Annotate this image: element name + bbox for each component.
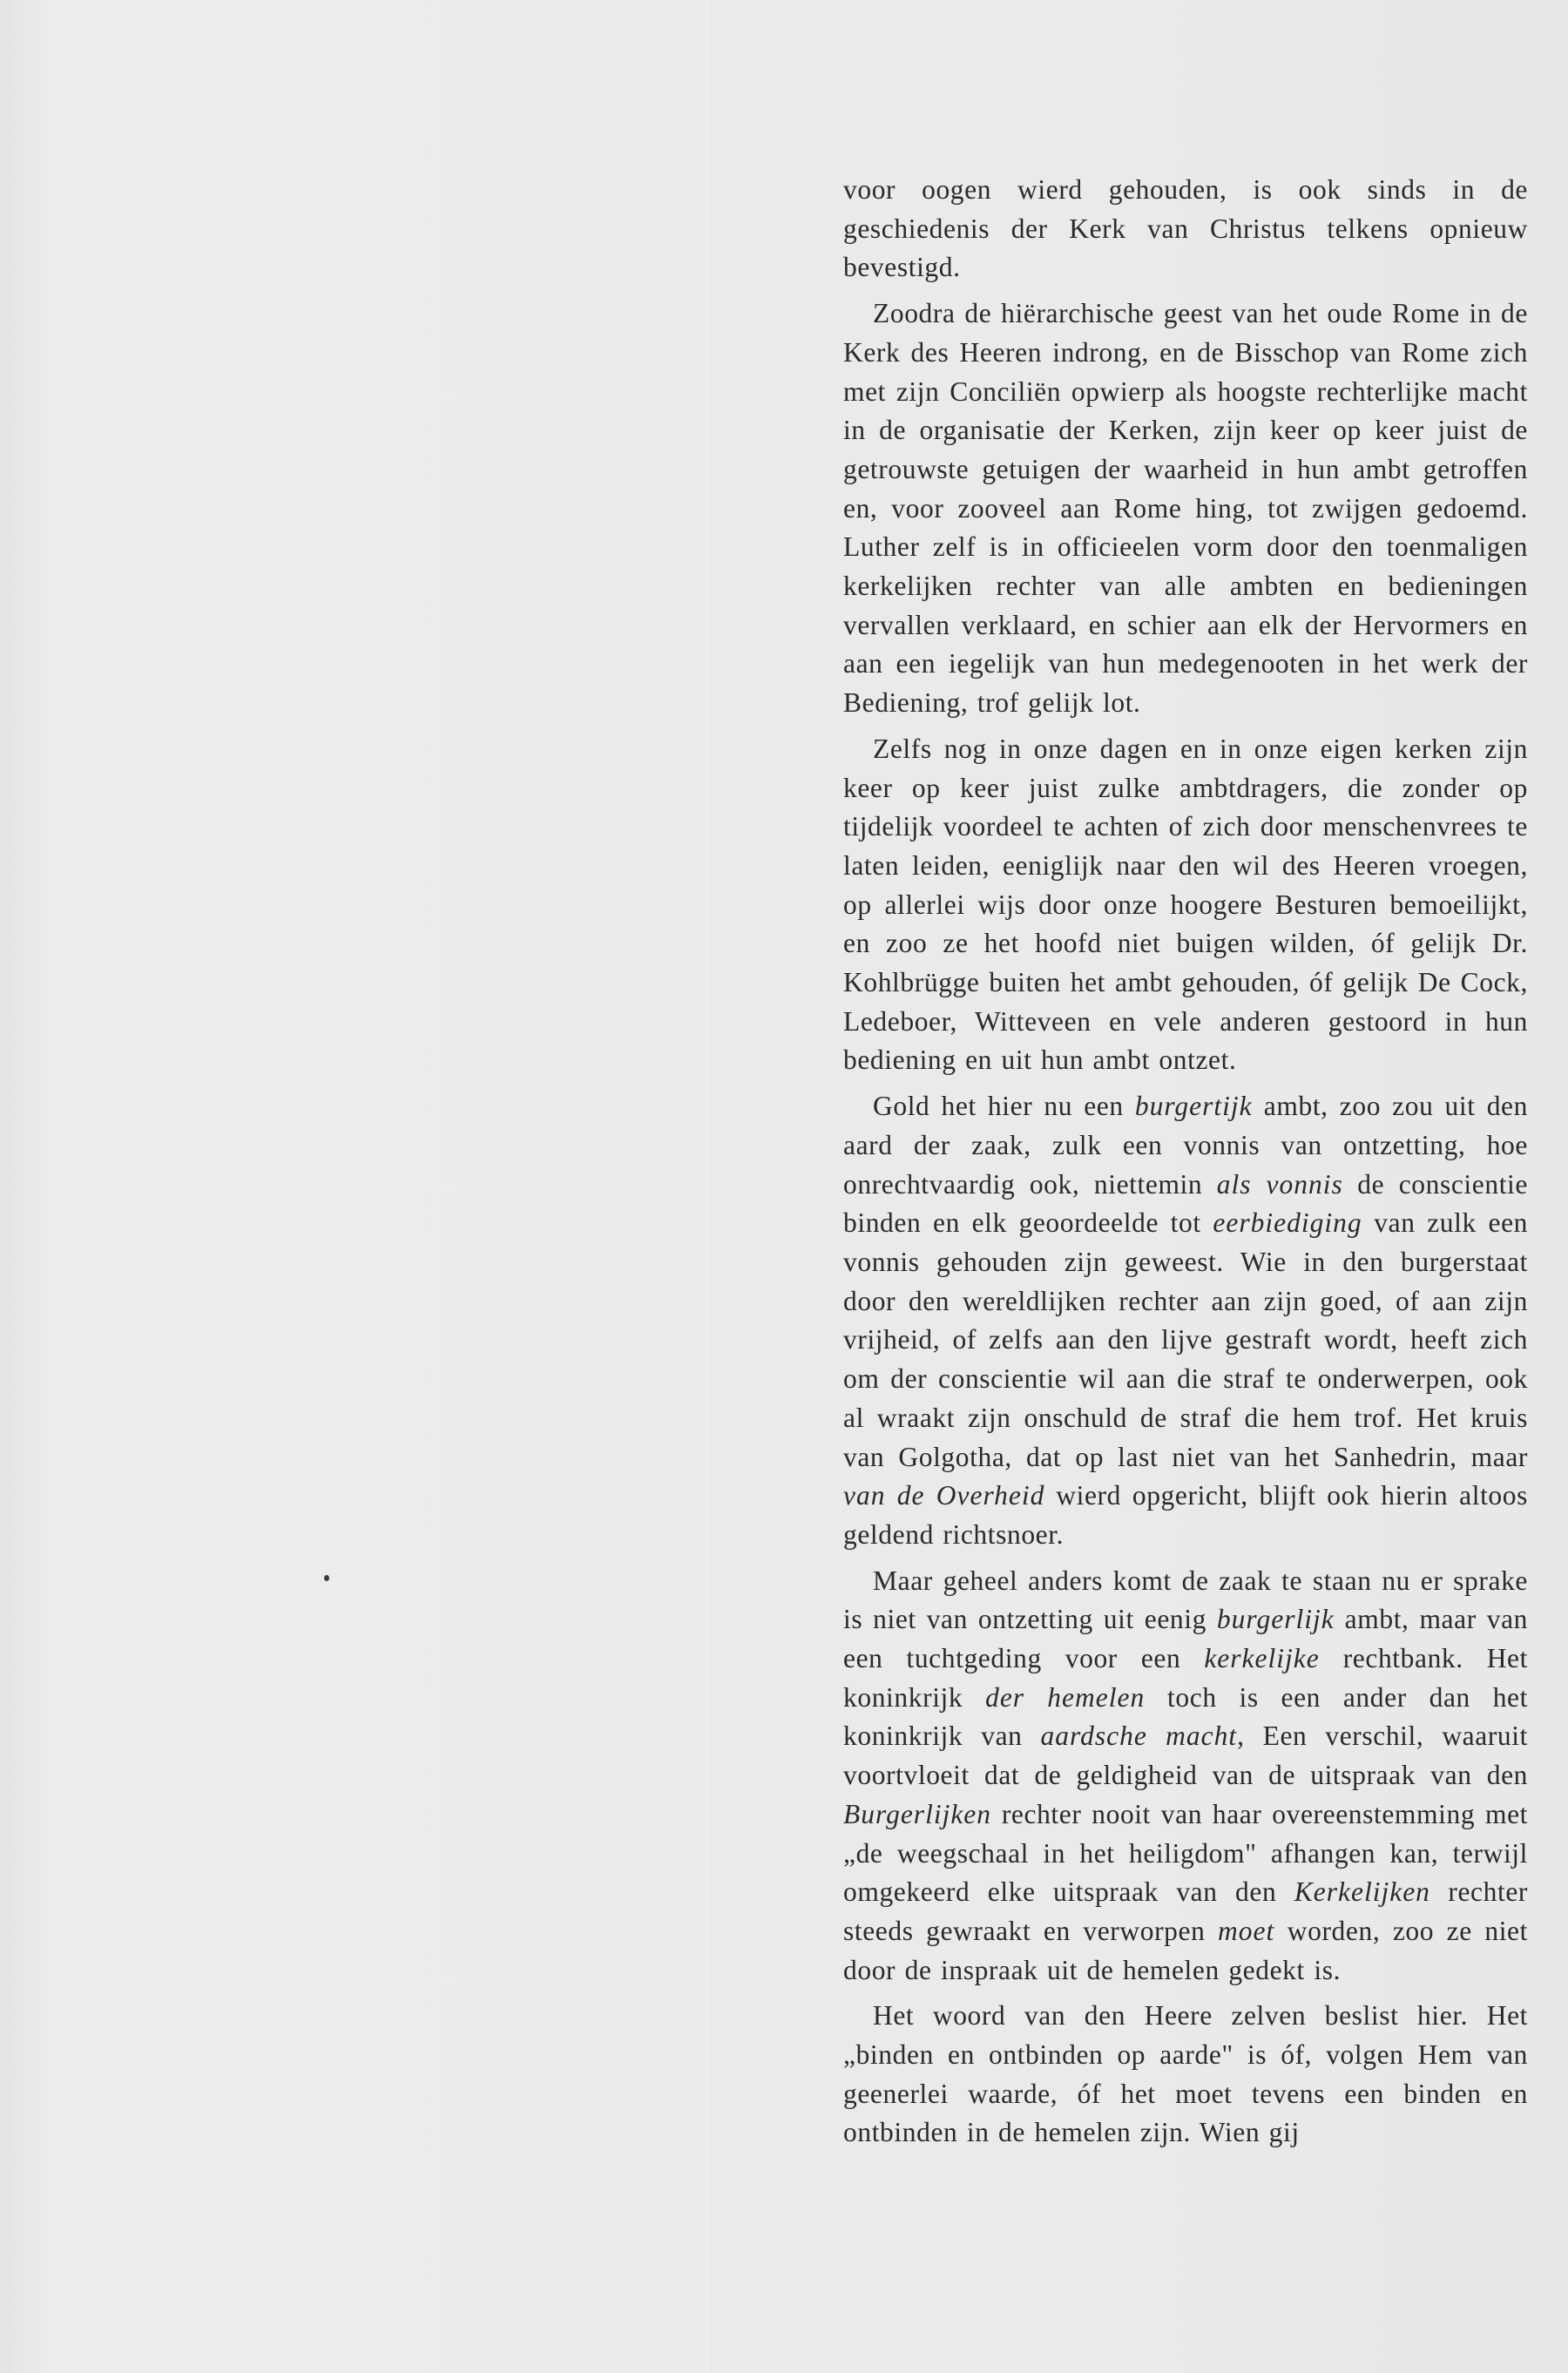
text-run: , Een verschil, waaruit voortvloeit dat de geldigheid van de uitspraak van den [843,1721,1528,1791]
text-run: de conscientie binden en elk geoordeelde tot [843,1168,1528,1239]
text-run: Het woord van den Heere zelven beslist hier. Het „binden en ontbinden op aarde" is óf, volgen Hem van geenerlei waarde, óf het moet tevens een binden en ontbinden in de hemelen zijn. Wien gij [843,2000,1528,2148]
italic-phrase: eerbiediging [1213,1207,1362,1239]
italic-phrase: der hemelen [985,1681,1146,1713]
italic-phrase: kerkelijke [1204,1643,1320,1674]
text-run: ambt, maar van een tuchtgeding voor een [843,1604,1528,1674]
page-fold-shadow [711,0,712,2373]
paragraph [843,294,1528,723]
text-run: rechtbank. Het koninkrijk [843,1643,1528,1713]
text-run: ambt, zoo zou uit den aard der zaak, zulk een vonnis van ontzetting, hoe onrechtvaardig ook, niettemin [843,1091,1528,1200]
italic-phrase: burgerlijk [1216,1604,1335,1635]
paragraph [843,1997,1528,2153]
text-run: voor oogen wierd gehouden, is ook sinds in de geschiedenis der Kerk van Christus telkens opnieuw bevestigd. [843,174,1528,283]
paragraph [843,1562,1528,1991]
body-text-column [843,171,1528,2153]
text-run: toch is een ander dan het koninkrijk van [843,1681,1528,1752]
italic-phrase: Kerkelijken [1294,1876,1430,1908]
ink-speck [324,1575,329,1581]
text-run: Maar geheel anders komt de zaak te staan nu er sprake is niet van ontzetting uit eenig [843,1565,1528,1635]
text-run: worden, zoo ze niet door de inspraak uit de hemelen gedekt is. [843,1915,1528,1985]
italic-phrase: van de Overheid [843,1480,1045,1511]
text-run: rechter nooit van haar overeenstemming met „de weegschaal in het heiligdom" afhangen kan, terwijl omgekeerd elke uitspraak van den [843,1798,1528,1908]
text-run: Zoodra de hiërarchische geest van het oude Rome in de Kerk des Heeren indrong, en de Bisschop van Rome zich met zijn Conciliën opwierp als hoogste rechterlijke macht in de organisatie der Kerken, zijn keer op keer juist de getrouwste getuigen der waarheid in hun ambt getroffen en, voor zooveel aan Rome hing, tot zwijgen gedoemd. Luther zelf is in officieelen vorm door den toenmaligen kerkelijken rechter van alle ambten en bedieningen vervallen verklaard, en schier aan elk der Hervormers en aan een iegelijk van hun medegenooten in het werk der Bediening, trof gelijk lot. [843,298,1528,719]
text-run: Zelfs nog in onze dagen en in onze eigen kerken zijn keer op keer juist zulke ambtdragers, die zonder op tijdelijk voordeel te achten of zich door menschenvrees te laten leiden, eeniglijk naar den wil des Heeren vroegen, op allerlei wijs door onze hoogere Besturen bemoeilijkt, en zoo ze het hoofd niet buigen wilden, óf gelijk Dr. Kohlbrügge buiten het ambt gehouden, óf gelijk De Cock, Ledeboer, Witteveen en vele anderen gestoord in hun bediening en uit hun ambt ontzet. [843,733,1528,1076]
paragraph [843,730,1528,1080]
text-run: rechter steeds gewraakt en verworpen [843,1876,1528,1946]
italic-phrase: als vonnis [1216,1168,1343,1200]
text-run: wierd opgericht, blijft ook hierin altoos geldend richtsnoer. [843,1480,1528,1550]
paragraph [843,171,1528,287]
italic-phrase: moet [1217,1915,1275,1946]
text-run: Gold het hier nu een [873,1091,1135,1122]
italic-phrase: burgertijk [1134,1091,1253,1122]
paragraph [843,1087,1528,1554]
italic-phrase: Burgerlijken [843,1798,992,1829]
text-run: van zulk een vonnis gehouden zijn geweest. Wie in den burgerstaat door den wereldlijken rechter aan zijn goed, of aan zijn vrijheid, of zelfs aan den lijve gestraft wordt, heeft zich om der conscientie wil aan die straf te onderwerpen, ook al wraakt zijn onschuld de straf die hem trof. Het kruis van Golgotha, dat op last niet van het Sanhedrin, maar [843,1207,1528,1472]
italic-phrase: aardsche macht [1040,1721,1238,1752]
